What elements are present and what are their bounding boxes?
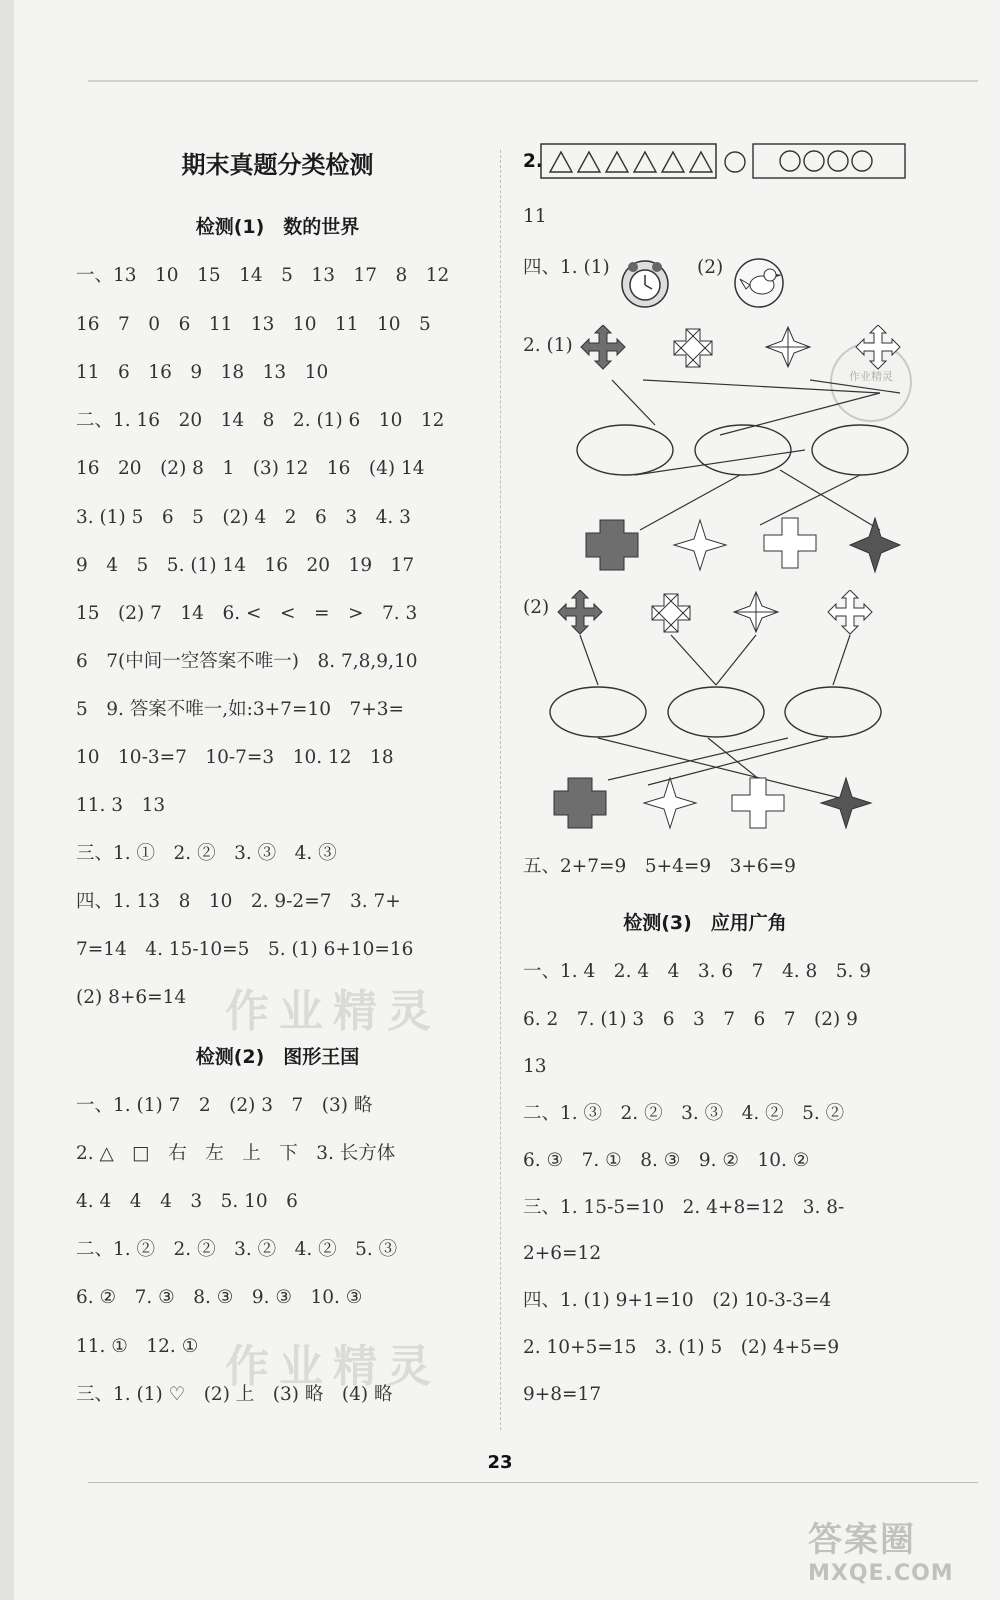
answer-line: 11. 3 13	[76, 795, 166, 816]
answer-line: 16 20 (2) 8 1 (3) 12 16 (4) 14	[76, 458, 425, 479]
corner-logo-en: MXQE.COM	[808, 1561, 954, 1586]
answer-line: (2) 8+6=14	[76, 987, 187, 1008]
answer-line: 一、1. (1) 7 2 (2) 3 7 (3) 略	[76, 1095, 373, 1116]
dark-star-icon	[821, 778, 871, 828]
dark-star-icon	[850, 518, 900, 572]
arrow-cross-icon	[581, 325, 625, 369]
answer-line: 9 4 5 5. (1) 14 16 20 19 17	[76, 555, 415, 576]
answer-line: 二、1. 16 20 14 8 2. (1) 6 10 12	[76, 410, 445, 431]
answer-line: 6. 2 7. (1) 3 6 3 7 6 7 (2) 9	[523, 1009, 858, 1030]
answer-line: 5 9. 答案不唯一,如:3+7=10 7+3=	[76, 699, 405, 720]
bird-icon	[732, 255, 787, 310]
section-heading-test2: 检测(2) 图形王国	[195, 1046, 360, 1068]
star-icon	[766, 327, 810, 367]
section-heading-test3: 检测(3) 应用广角	[623, 912, 787, 934]
page-number: 23	[487, 1452, 513, 1473]
answer-line: 13	[523, 1056, 547, 1077]
answer-line: 4. 4 4 4 3 5. 10 6	[76, 1191, 298, 1212]
answer-line: 6 7(中间一空答案不唯一) 8. 7,8,9,10	[76, 651, 418, 672]
answer-line: 16 7 0 6 11 13 10 11 10 5	[76, 314, 431, 335]
answer-line: 三、1. ① 2. ② 3. ③ 4. ③	[76, 843, 337, 864]
answer-line: 6. ③ 7. ① 8. ③ 9. ② 10. ②	[523, 1150, 810, 1171]
matching-diagram-1	[560, 325, 920, 575]
outline-arrow-cross-icon	[856, 325, 900, 369]
alarm-clock-icon	[618, 255, 673, 310]
outline-cross-icon	[764, 518, 816, 568]
answer-line: 一、13 10 15 14 5 13 17 8 12	[76, 265, 450, 286]
checkered-cross-icon	[652, 594, 690, 632]
shapes-answer-figure	[540, 142, 910, 182]
answer-line: 11	[523, 206, 547, 227]
bottom-rule	[88, 1482, 978, 1483]
solid-cross-icon	[554, 778, 606, 828]
top-rule	[88, 80, 978, 82]
arrow-cross-icon	[558, 590, 602, 634]
q2-label: 2.	[523, 151, 543, 172]
answer-line: 2+6=12	[523, 1243, 602, 1264]
watermark: 作业精灵	[225, 1341, 441, 1392]
answer-line: 11 6 16 9 18 13 10	[76, 362, 329, 383]
q4-label-2: (2)	[697, 257, 724, 278]
watermark: 作业精灵	[225, 986, 441, 1037]
answer-line: 五、2+7=9 5+4=9 3+6=9	[523, 856, 796, 877]
checkered-cross-icon	[674, 329, 712, 367]
answer-line: 二、1. ② 2. ② 3. ② 4. ② 5. ③	[76, 1239, 398, 1260]
answer-line: 一、1. 4 2. 4 4 3. 6 7 4. 8 5. 9	[523, 961, 872, 982]
answer-line: 6. ② 7. ③ 8. ③ 9. ③ 10. ③	[76, 1287, 363, 1308]
section-heading-test1: 检测(1) 数的世界	[195, 216, 360, 238]
q4-label: 四、1. (1)	[523, 257, 610, 278]
q2-1-label: 2. (1)	[523, 335, 573, 356]
column-divider	[500, 150, 501, 1430]
outline-arrow-cross-icon	[828, 590, 872, 634]
q2-2-label: (2)	[523, 597, 550, 618]
corner-logo-cn: 答案圈	[808, 1520, 916, 1560]
answer-line: 三、1. (1) ♡ (2) 上 (3) 略 (4) 略	[76, 1384, 393, 1405]
page-edge	[0, 0, 14, 1600]
main-title: 期末真题分类检测	[181, 151, 374, 179]
outline-star-icon	[644, 778, 696, 828]
outline-star-icon	[674, 520, 726, 570]
stamp: 作业精灵	[830, 342, 912, 422]
matching-diagram-2	[548, 590, 908, 835]
answer-line: 四、1. 13 8 10 2. 9-2=7 3. 7+	[76, 891, 401, 912]
answer-line: 10 10-3=7 10-7=3 10. 12 18	[76, 747, 394, 768]
answer-line: 2. △ □ 右 左 上 下 3. 长方体	[76, 1143, 396, 1164]
answer-line: 二、1. ③ 2. ② 3. ③ 4. ② 5. ②	[523, 1103, 845, 1124]
answer-line: 三、1. 15-5=10 2. 4+8=12 3. 8-	[523, 1197, 845, 1218]
answer-line: 2. 10+5=15 3. (1) 5 (2) 4+5=9	[523, 1337, 840, 1358]
corner-logo	[808, 1512, 978, 1587]
answer-line: 3. (1) 5 6 5 (2) 4 2 6 3 4. 3	[76, 507, 411, 528]
solid-cross-icon	[586, 520, 638, 570]
answer-line: 四、1. (1) 9+1=10 (2) 10-3-3=4	[523, 1290, 832, 1311]
answer-line: 9+8=17	[523, 1384, 602, 1405]
outline-cross-icon	[732, 778, 784, 828]
answer-line: 7=14 4. 15-10=5 5. (1) 6+10=16	[76, 939, 414, 960]
star-icon	[734, 592, 778, 632]
answer-line: 15 (2) 7 14 6. < < = > 7. 3	[76, 603, 418, 624]
answer-line: 11. ① 12. ①	[76, 1336, 199, 1357]
